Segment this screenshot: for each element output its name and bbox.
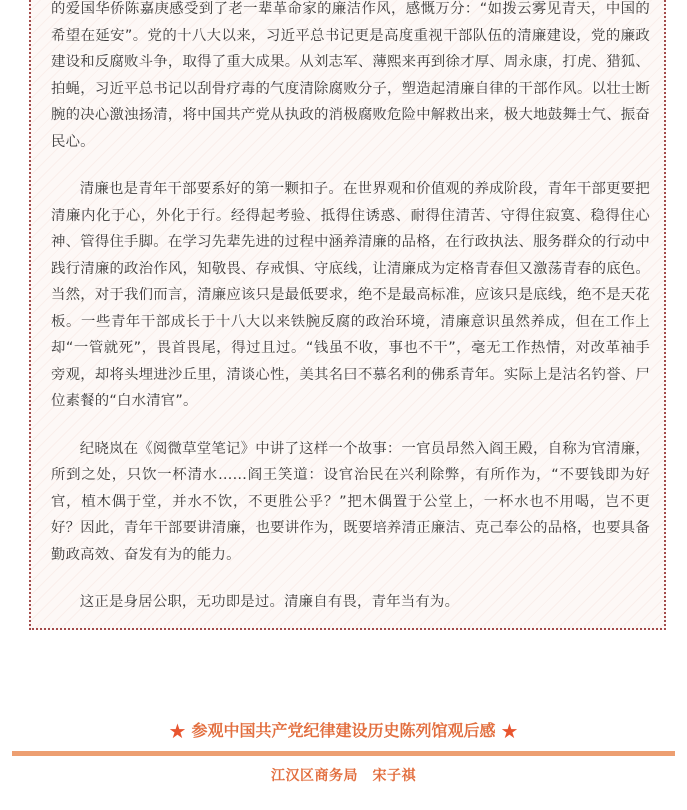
footer-title-text: 参观中国共产党纪律建设历史陈列馆观后感 (191, 721, 496, 740)
article-box (29, 0, 666, 630)
article-paragraph-3: 纪晓岚在《阅微草堂笔记》中讲了这样一个故事：一官员昂然入阎王殿，自称为官清廉，所到之处，只饮一杯清水……阎王笑道：设官治民在兴利除弊，有所作为，“不要钱即为好官，植木偶于堂，并水不饮，不更胜公乎？”把木偶置于公堂上，一杯水也不用喝，岂不更好？因此，青年干部要讲清廉，也要讲作为，既要培养清正廉洁、克己奉公的品格，也要具备勤政高效、奋发有为的能力。 (51, 440, 650, 563)
article-paragraph-2: 清廉也是青年干部要系好的第一颗扣子。在世界观和价值观的养成阶段，青年干部更要把清廉内化于心，外化于行。经得起考验、抵得住诱惑、耐得住清苦、守得住寂寞、稳得住心神、管得住手脚。在学习先辈先进的过程中涵养清廉的品格，在行政执法、服务群众的行动中践行清廉的政治作风，知敬畏、存戒惧、守底线，让清廉成为定格青春但又激荡青春的底色。当然，对于我们而言，清廉应该只是最低要求，绝不是最高标准，应该只是底线，绝不是天花板。一些青年干部成长于十八大以来铁腕反腐的政治环境，清廉意识虽然养成，但在工作上却“一管就死”，畏首畏尾，得过且过。“钱虽不收，事也不干”，毫无工作热情，对改革袖手旁观，却将头埋进沙丘里，清谈心性，美其名曰不慕名利的佛系青年。实际上是沽名钓誉、尸位素餐的“白水清官”。 (51, 181, 650, 409)
article-paragraph-1: 的爱国华侨陈嘉庚感受到了老一辈革命家的廉洁作风，感慨万分：“如拨云雾见青天，中国的希望在延安”。党的十八大以来，习近平总书记更是高度重视干部队伍的清廉建设，党的廉政建设和反腐败斗争，取得了重大成果。从刘志军、薄熙来再到徐才厚、周永康，打虎、猎狐、拍蝇，习近平总书记以刮骨疗毒的气度清除腐败分子，塑造起清廉自律的干部作风。以壮士断腕的决心激浊扬清，将中国共产党从执政的消极腐败危险中解救出来，极大地鼓舞士气、振奋民心。 (51, 1, 650, 150)
star-icon: ★ (500, 719, 519, 743)
star-icon: ★ (168, 719, 187, 743)
footer-title (0, 718, 687, 744)
footer-divider (12, 751, 675, 756)
article-paragraph-4: 这正是身居公职，无功即是过。清廉自有畏，青年当有为。 (79, 594, 460, 610)
footer-author: 江汉区商务局 宋子祺 (271, 768, 416, 784)
